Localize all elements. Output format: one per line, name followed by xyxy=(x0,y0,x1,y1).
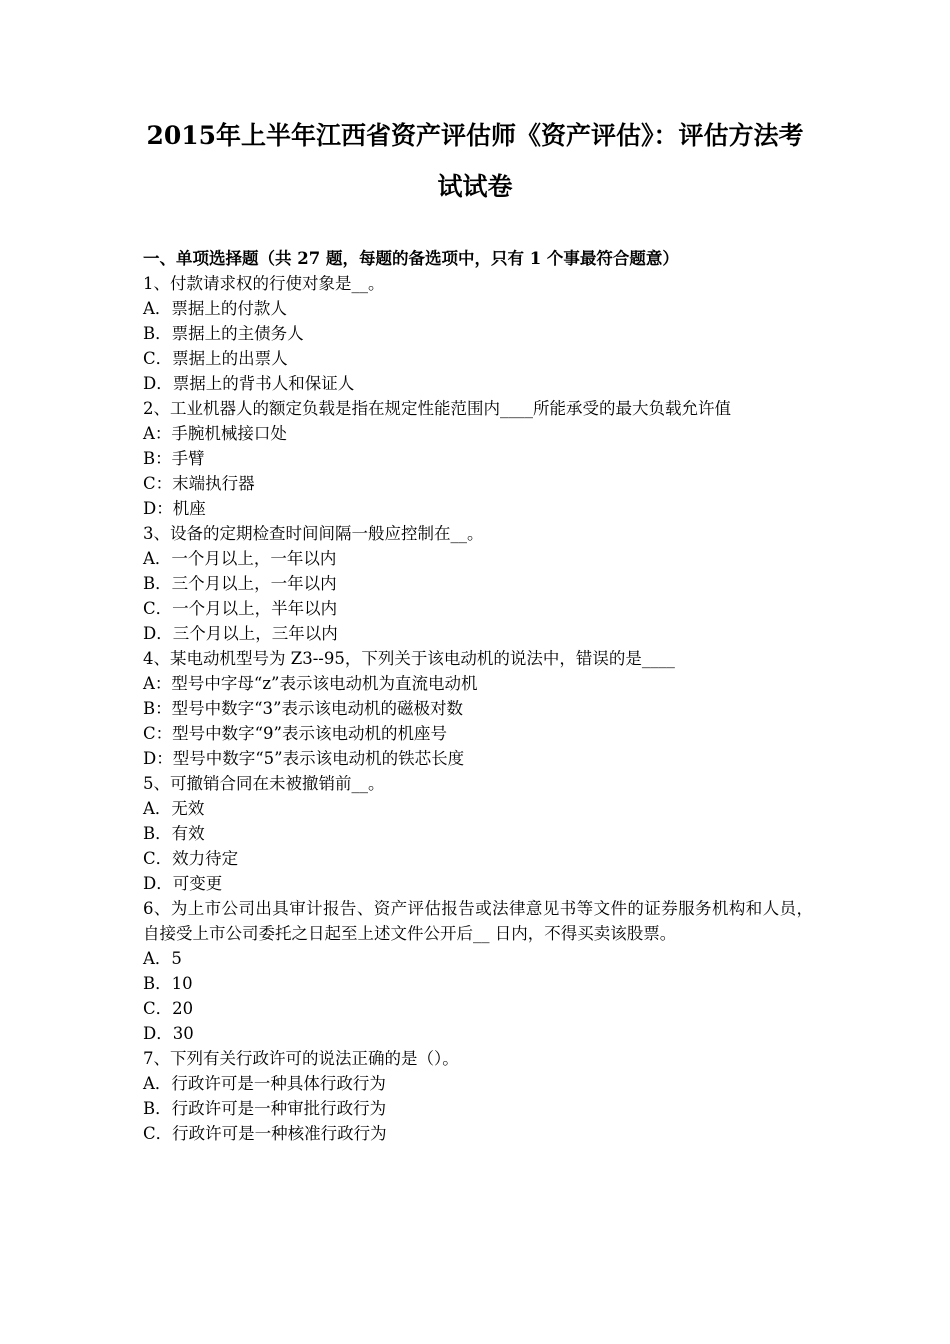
option-b: B．票据上的主债务人 xyxy=(143,324,304,343)
question-3 xyxy=(143,521,813,646)
option-d: D：机座 xyxy=(143,499,206,518)
option-b: B：型号中数字“3”表示该电动机的磁极对数 xyxy=(143,699,463,718)
question-1 xyxy=(143,271,813,396)
question-stem: 7、下列有关行政许可的说法正确的是（）。 xyxy=(143,1049,459,1068)
question-stem: 1、付款请求权的行使对象是__。 xyxy=(143,274,385,293)
option-a: A．行政许可是一种具体行政行为 xyxy=(143,1074,386,1093)
option-a: A．无效 xyxy=(143,799,205,818)
option-a: A．5 xyxy=(143,949,182,968)
question-5 xyxy=(143,771,813,896)
question-stem: 5、可撤销合同在未被撤销前__。 xyxy=(143,774,385,793)
document-title-line-2: 试试卷 xyxy=(437,172,513,201)
option-b: B．10 xyxy=(143,974,193,993)
question-6 xyxy=(143,896,813,1046)
option-b: B．三个月以上，一年以内 xyxy=(143,574,337,593)
option-d: D．三个月以上，三年以内 xyxy=(143,624,338,643)
option-d: D．可变更 xyxy=(143,874,223,893)
question-stem: 4、某电动机型号为 Z3--95，下列关于该电动机的说法中，错误的是____ xyxy=(143,649,675,668)
option-c: C．行政许可是一种核准行政行为 xyxy=(143,1124,387,1143)
option-b: B：手臂 xyxy=(143,449,205,468)
document-title-line-1: 2015年上半年江西省资产评估师《资产评估》：评估方法考 xyxy=(146,121,804,150)
section-heading: 一、单项选择题（共 27 题，每题的备选项中，只有 1 个事最符合题意） xyxy=(143,249,679,268)
question-stem: 2、工业机器人的额定负载是指在规定性能范围内____所能承受的最大负载允许值 xyxy=(143,399,731,418)
question-4 xyxy=(143,646,813,771)
option-d: D．30 xyxy=(143,1024,194,1043)
option-c: C．一个月以上，半年以内 xyxy=(143,599,338,618)
option-c: C：型号中数字“9”表示该电动机的机座号 xyxy=(143,724,447,743)
question-stem: 6、为上市公司出具审计报告、资产评估报告或法律意见书等文件的证券服务机构和人员，自接受上市公司委托之日起至上述文件公开后__ 日内，不得买卖该股票。 xyxy=(143,899,813,943)
option-a: A：型号中字母“z”表示该电动机为直流电动机 xyxy=(143,674,478,693)
option-d: D：型号中数字“5”表示该电动机的铁芯长度 xyxy=(143,749,465,768)
question-2 xyxy=(143,396,813,521)
option-c: C．20 xyxy=(143,999,194,1018)
option-d: D．票据上的背书人和保证人 xyxy=(143,374,355,393)
option-c: C：末端执行器 xyxy=(143,474,255,493)
option-c: C．效力待定 xyxy=(143,849,239,868)
option-b: B．行政许可是一种审批行政行为 xyxy=(143,1099,387,1118)
option-b: B．有效 xyxy=(143,824,205,843)
question-stem: 3、设备的定期检查时间间隔一般应控制在__。 xyxy=(143,524,484,543)
document-body xyxy=(143,246,813,1146)
question-7 xyxy=(143,1046,813,1146)
option-a: A．票据上的付款人 xyxy=(143,299,287,318)
option-a: A．一个月以上，一年以内 xyxy=(143,549,337,568)
option-c: C．票据上的出票人 xyxy=(143,349,288,368)
option-a: A：手腕机械接口处 xyxy=(143,424,287,443)
